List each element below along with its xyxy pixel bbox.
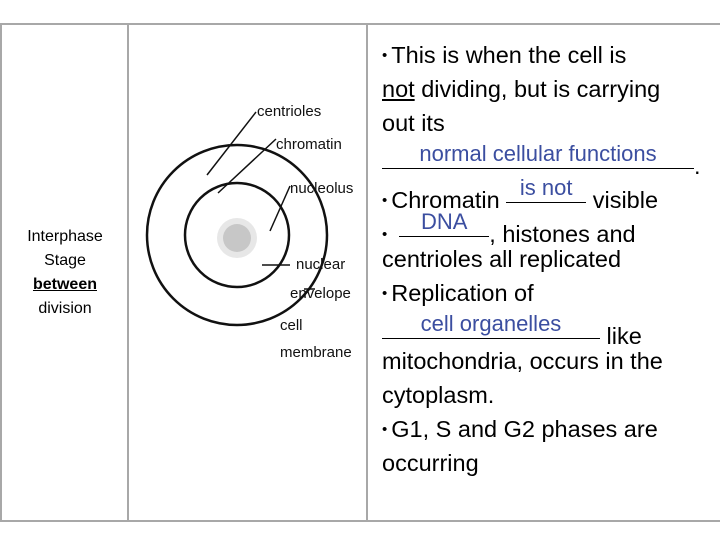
label-chromatin: chromatin xyxy=(276,136,342,153)
note-emphasis-not: not xyxy=(382,76,415,102)
note-line-13 xyxy=(382,446,720,480)
bullet-icon: • xyxy=(382,285,388,302)
answer-text: is not xyxy=(519,175,573,200)
stage-cell xyxy=(2,25,128,521)
stage-label xyxy=(27,225,103,321)
note-text: Replication of xyxy=(391,280,534,306)
note-text: G1, S and G2 phases are xyxy=(391,416,658,442)
answer-blank xyxy=(506,174,586,208)
note-line-7 xyxy=(382,242,720,276)
note-line-10 xyxy=(382,344,720,378)
bullet-icon: • xyxy=(382,47,388,64)
answer-underline xyxy=(382,338,600,339)
label-membrane: membrane xyxy=(280,344,352,361)
answer-blank xyxy=(399,208,489,242)
cell-diagram-svg xyxy=(130,25,367,521)
answer-underline xyxy=(382,168,694,169)
answer-blank xyxy=(382,310,600,344)
note-line-11 xyxy=(382,378,720,412)
answer-underline xyxy=(399,236,489,237)
note-line-12 xyxy=(382,412,720,446)
note-line-4 xyxy=(382,140,720,179)
label-cell: cell xyxy=(280,317,303,334)
note-text: centrioles all replicated xyxy=(382,246,622,272)
label-nucleolus: nucleolus xyxy=(290,180,354,197)
note-line-3 xyxy=(382,106,720,140)
answer-blank xyxy=(382,140,694,174)
note-text: This is when the cell is xyxy=(391,42,627,68)
note-text: Chromatin xyxy=(391,187,507,213)
note-text: mitochondria, occurs in the xyxy=(382,348,663,374)
note-line-9 xyxy=(382,310,720,349)
answer-underline xyxy=(506,202,586,203)
note-text: , histones and xyxy=(489,221,636,247)
note-text: visible xyxy=(586,187,659,213)
bullet-icon: • xyxy=(382,192,388,209)
stage-between: between xyxy=(32,276,97,293)
answer-text: cell organelles xyxy=(420,311,562,336)
note-text: cytoplasm. xyxy=(382,382,495,408)
note-text: like xyxy=(600,323,642,349)
label-nuclear: nuclear xyxy=(296,256,346,273)
notes-cell xyxy=(382,38,720,480)
note-line-6 xyxy=(382,208,720,247)
note-text: . xyxy=(694,153,701,179)
note-text: out its xyxy=(382,110,445,136)
answer-text: normal cellular functions xyxy=(419,141,657,166)
label-centrioles: centrioles xyxy=(257,103,322,120)
cell-diagram xyxy=(130,25,367,521)
note-text: dividing, but is carrying xyxy=(414,76,661,102)
stage-division: division xyxy=(38,300,92,317)
bullet-icon: • xyxy=(382,421,388,438)
note-text: occurring xyxy=(382,450,479,476)
note-line-1 xyxy=(382,38,720,72)
label-envelope: envelope xyxy=(290,285,351,302)
bullet-icon: • xyxy=(382,226,388,243)
nucleolus-halo xyxy=(217,218,257,258)
answer-text: DNA xyxy=(421,209,468,234)
note-line-2 xyxy=(382,72,720,106)
note-line-5 xyxy=(382,174,720,213)
stage-name: Interphase xyxy=(27,228,103,245)
note-line-8 xyxy=(382,276,720,310)
stage-word: Stage xyxy=(44,252,86,269)
